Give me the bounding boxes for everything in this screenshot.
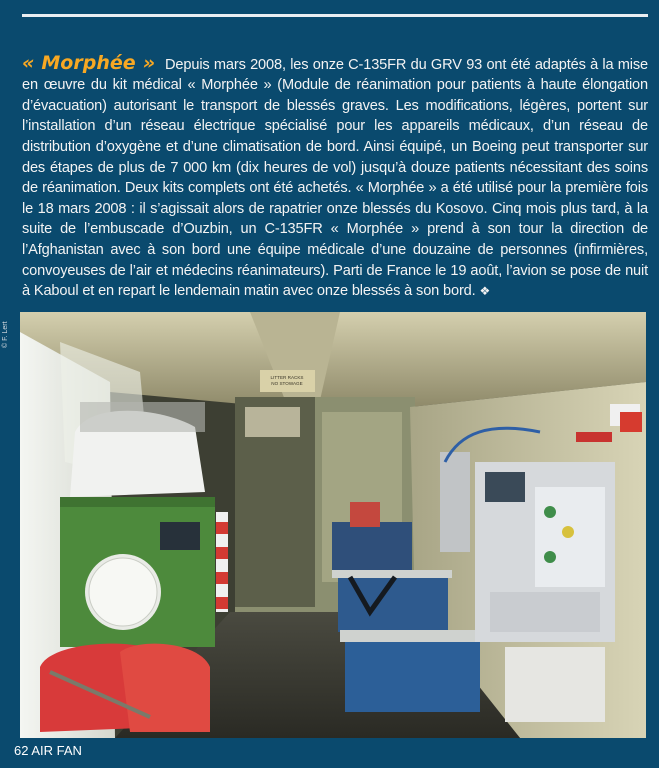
photo-credit: © F. Lert <box>2 321 9 348</box>
end-of-article-mark: ❖ <box>479 284 491 299</box>
article-lead: « Morphée » <box>22 51 156 74</box>
article-text <box>22 53 648 302</box>
page-footer: 62 AIR FAN <box>14 743 82 758</box>
cabin-sign-text: LITTER RACKS NO STOWAGE <box>270 375 304 386</box>
cabin-photo <box>20 312 646 738</box>
top-rule <box>22 14 648 17</box>
article-body: Depuis mars 2008, les onze C-135FR du GRV 93 ont été adaptés à la mise en œuvre du kit médical « Morphée » (Module de réanimation pour patients à haute élongation d’évacuation) autorisant le transport de blessés graves. Les modifications, légères, portent sur l’installation d’un réseau électrique spécialisé pour les appareils médicaux, d’un réseau de distribution d’oxygène et d’une climatisation de bord. Ainsi équipé, un Boeing peut transporter sur des étapes de plus de 7 000 km (dix heures de vol) jusqu’à douze patients nécessitant des soins de réanimation. Deux kits complets ont été achetés. « Morphée » a été utilisé pour la première fois le 18 mars 2008 : il s’agissait alors de rapatrier onze blessés du Kosovo. Cinq mois plus tard, à la suite de l’embuscade d’Ouzbin, un C-135FR « Morphée » prend à son tour la direction de l’Afghanistan avec à son bord une équipe médicale d’une douzaine de personnes (infirmières, convoyeuses de l’air et médecins réanimateurs). Parti de France le 19 août, l’avion se pose de nuit à Kaboul et en repart le lendemain matin avec onze blessés à son bord. <box>22 56 648 300</box>
